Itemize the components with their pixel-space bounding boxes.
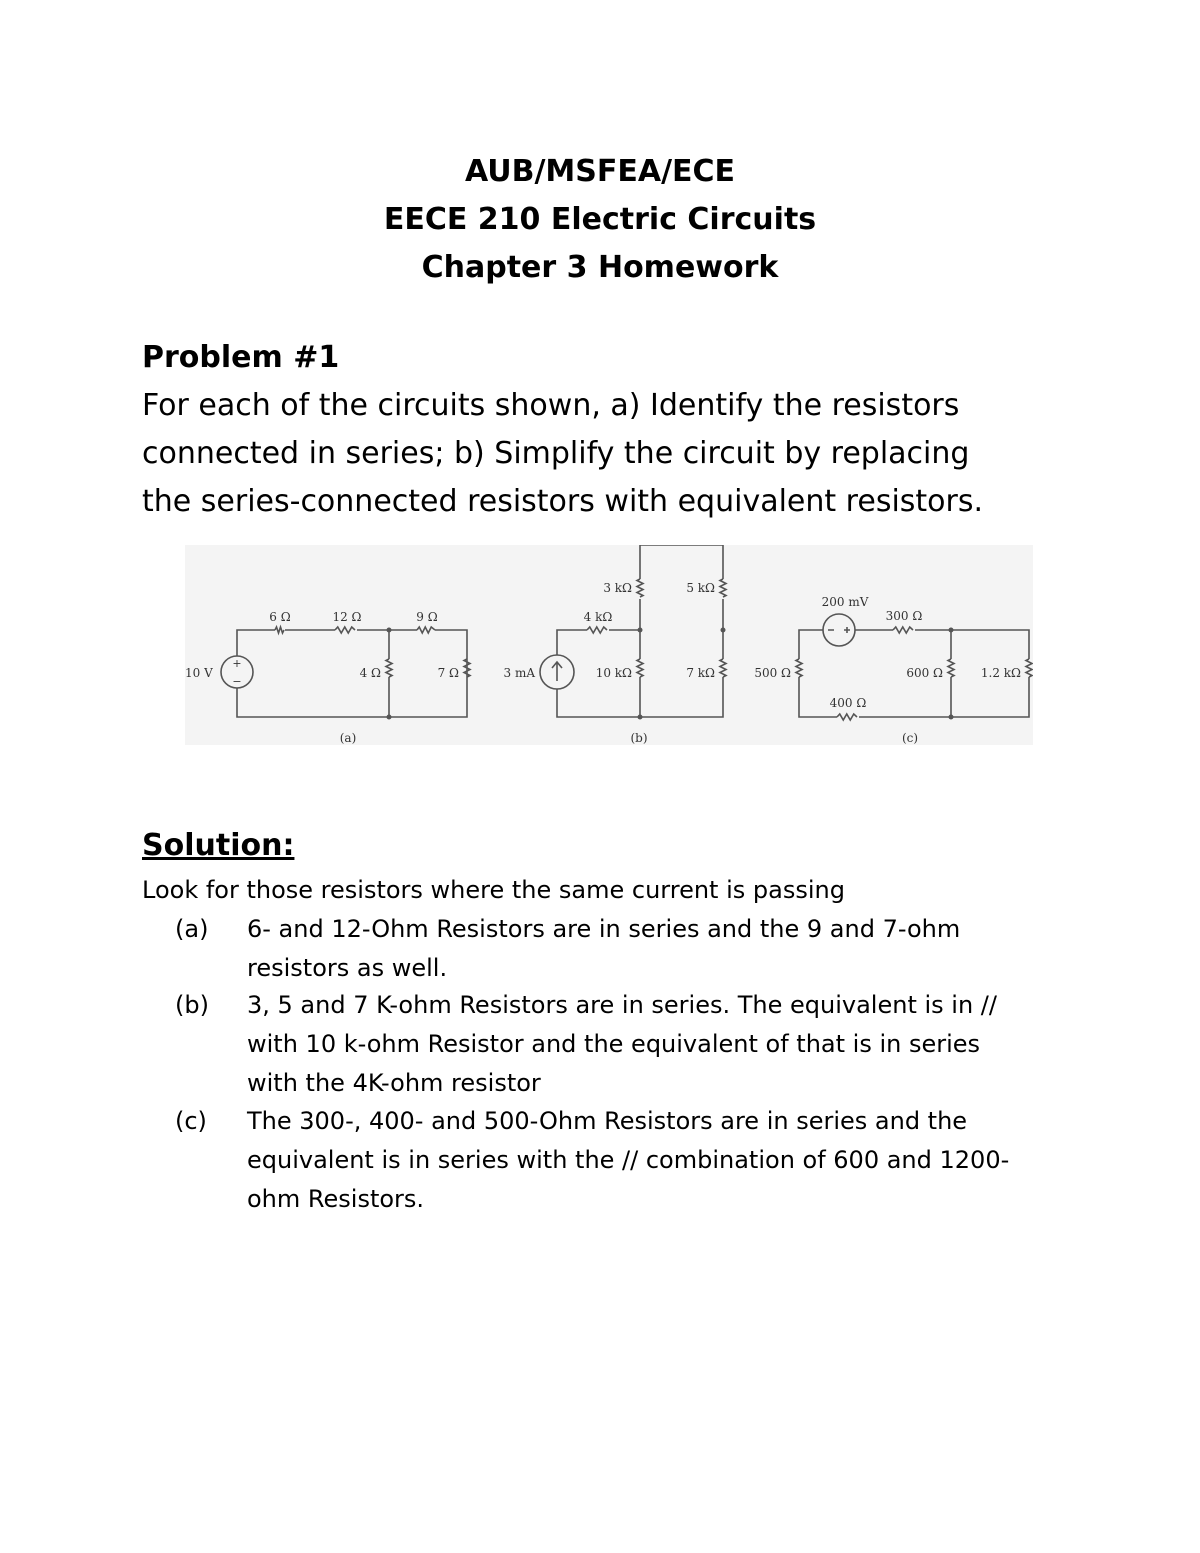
svg-text:+: + <box>232 657 242 670</box>
resistor-label: 300 Ω <box>885 609 923 623</box>
resistor-label: 9 Ω <box>416 610 438 624</box>
node-dot <box>949 628 954 633</box>
source-label: 3 mA <box>503 666 535 680</box>
resistor-7kohm <box>720 659 726 677</box>
resistor-5kohm <box>720 579 726 597</box>
voltage-source-icon <box>823 614 855 646</box>
resistor-label: 6 Ω <box>269 610 291 624</box>
item-line: 3, 5 and 7 K-ohm Resistors are in series. The equivalent is in // <box>247 991 997 1019</box>
item-line: ohm Resistors. <box>247 1185 425 1213</box>
resistor-label: 5 kΩ <box>686 581 715 595</box>
solution-intro: Look for those resistors where the same current is passing <box>142 876 845 904</box>
resistor-4ohm <box>386 659 392 677</box>
resistor-10kohm <box>637 659 643 677</box>
resistor-600ohm <box>948 659 954 677</box>
resistor-label: 7 Ω <box>437 666 459 680</box>
resistor-label: 7 kΩ <box>686 666 715 680</box>
resistor-label: 12 Ω <box>332 610 362 624</box>
resistor-7ohm <box>464 659 470 677</box>
header-institution: AUB/MSFEA/ECE <box>464 154 736 189</box>
header-assignment: Chapter 3 Homework <box>421 250 779 285</box>
node-dot <box>638 628 643 633</box>
resistor-label: 3 kΩ <box>603 581 632 595</box>
resistor-12ohm <box>335 627 355 633</box>
solution-title: Solution: <box>142 828 295 863</box>
item-line: equivalent is in series with the // combination of 600 and 1200- <box>247 1146 1010 1174</box>
resistor-6ohm <box>275 627 284 633</box>
source-label: 10 V <box>185 666 213 680</box>
resistor-label: 400 Ω <box>829 696 867 710</box>
resistor-1-2kohm <box>1026 659 1032 677</box>
resistor-9ohm <box>417 627 435 633</box>
resistor-400ohm <box>837 714 857 720</box>
figure-caption: (c) <box>901 731 919 745</box>
resistor-3kohm <box>637 579 643 597</box>
node-dot <box>949 715 954 720</box>
item-text <box>247 1102 1057 1219</box>
item-label: (a) <box>175 915 209 943</box>
resistor-500ohm <box>796 659 802 677</box>
circuit-figure <box>185 545 1033 745</box>
figure-caption: (b) <box>630 731 648 745</box>
item-line: with the 4K-ohm resistor <box>247 1069 541 1097</box>
item-line: The 300-, 400- and 500-Ohm Resistors are in series and the <box>247 1107 968 1135</box>
item-text <box>247 910 1057 988</box>
node-dot <box>721 628 726 633</box>
header-course: EECE 210 Electric Circuits <box>383 202 817 237</box>
document-header <box>0 148 1200 292</box>
problem-statement <box>142 382 1062 526</box>
item-text <box>247 986 1057 1103</box>
resistor-label: 10 kΩ <box>595 666 632 680</box>
circuit-c <box>754 595 1032 745</box>
circuit-diagrams <box>185 545 1033 745</box>
circuit-a <box>185 610 470 745</box>
item-line: with 10 k-ohm Resistor and the equivalent of that is in series <box>247 1030 981 1058</box>
problem-line: connected in series; b) Simplify the circuit by replacing <box>142 436 970 471</box>
resistor-label: 1.2 kΩ <box>980 666 1021 680</box>
item-label: (c) <box>175 1107 207 1135</box>
resistor-label: 500 Ω <box>754 666 791 680</box>
circuit-b <box>504 545 727 745</box>
resistor-300ohm <box>893 627 913 633</box>
item-line: 6- and 12-Ohm Resistors are in series and the 9 and 7-ohm <box>247 915 961 943</box>
node-dot <box>387 628 392 633</box>
resistor-label: 4 kΩ <box>583 610 613 624</box>
resistor-4kohm <box>587 627 607 633</box>
source-label: 200 mV <box>821 595 869 609</box>
problem-title: Problem #1 <box>142 340 340 375</box>
problem-line: the series-connected resistors with equivalent resistors. <box>142 484 984 519</box>
item-label: (b) <box>175 991 209 1019</box>
problem-line: For each of the circuits shown, a) Identify the resistors <box>142 388 960 423</box>
resistor-label: 600 Ω <box>906 666 943 680</box>
node-dot <box>387 715 392 720</box>
node-dot <box>638 715 643 720</box>
item-line: resistors as well. <box>247 954 448 982</box>
resistor-label: 4 Ω <box>359 666 381 680</box>
figure-caption: (a) <box>339 731 357 745</box>
svg-text:−: − <box>232 675 242 688</box>
